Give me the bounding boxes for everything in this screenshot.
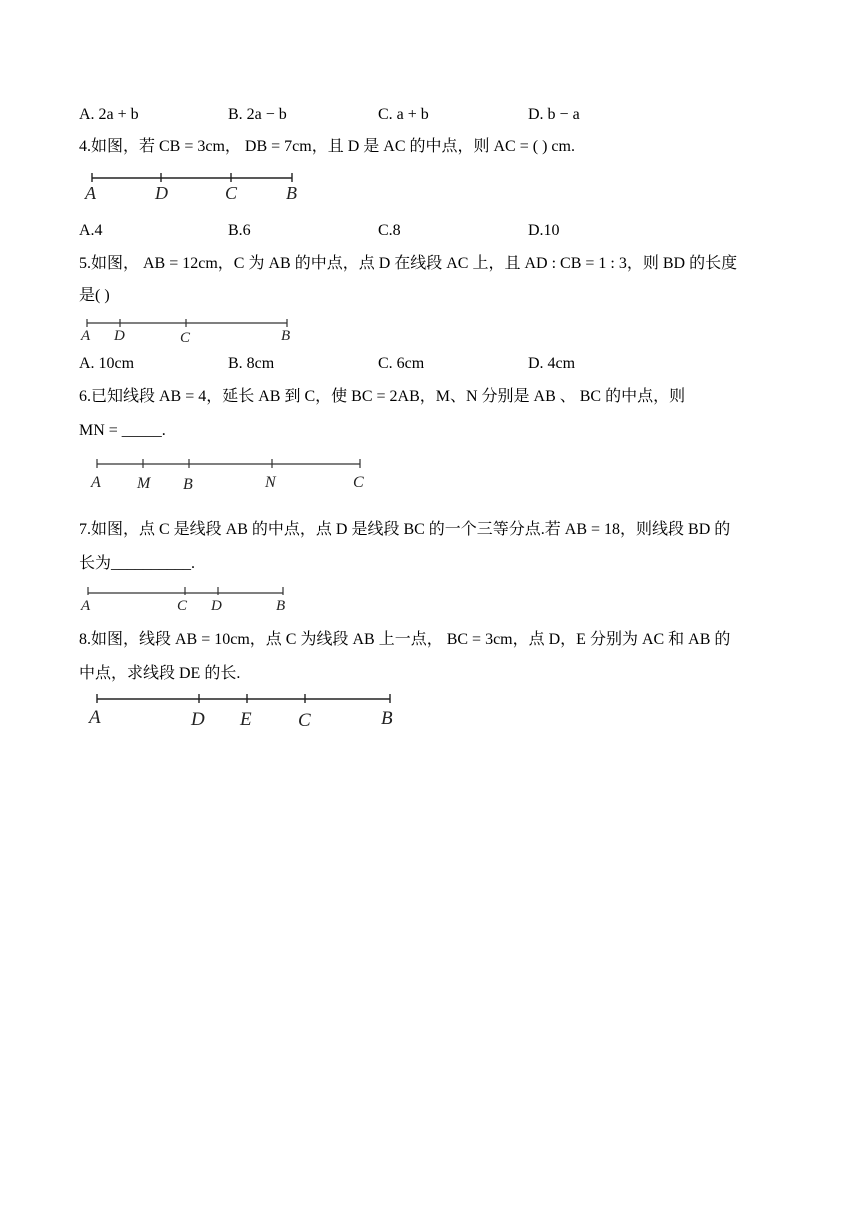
q3-option-a: A. 2a + b xyxy=(79,106,139,123)
q6-stem-line2: MN = _____. xyxy=(79,422,166,439)
q8-figure xyxy=(86,690,406,734)
q6-stem-line1: 6.已知线段 AB = 4，延长 AB 到 C，使 BC = 2AB，M、N 分别是 AB 、 BC 的中点，则 xyxy=(79,388,686,405)
q6-label-a: A xyxy=(91,474,101,491)
q5-option-b: B. 8cm xyxy=(228,355,275,372)
q6-label-n: N xyxy=(265,474,276,491)
q5-label-b: B xyxy=(281,328,291,344)
q6-label-b: B xyxy=(183,476,193,493)
q4-stem: 4.如图，若 CB = 3cm， DB = 7cm，且 D 是 AC 的中点，则 AC = ( ) cm. xyxy=(79,138,575,155)
q4-option-c: C.8 xyxy=(378,222,401,239)
q6-label-m: M xyxy=(137,475,151,492)
q5-stem-line2: 是( ) xyxy=(79,287,110,304)
q4-figure xyxy=(80,168,310,204)
q5-option-a: A. 10cm xyxy=(79,355,135,372)
q4-option-a: A.4 xyxy=(79,222,103,239)
q5-option-d: D. 4cm xyxy=(528,355,576,372)
q7-stem-line2: 长为__________. xyxy=(79,555,196,572)
q5-stem-line1: 5.如图， AB = 12cm，C 为 AB 的中点，点 D 在线段 AC 上，且 AD : CB = 1 : 3，则 BD 的长度 xyxy=(79,255,738,272)
q5-label-c: C xyxy=(180,330,191,346)
q3-options xyxy=(79,106,779,126)
q7-figure xyxy=(80,583,300,615)
q5-option-c: C. 6cm xyxy=(378,355,425,372)
q5-options xyxy=(79,355,779,375)
q3-option-b: B. 2a − b xyxy=(228,106,287,123)
q3-option-c: C. a + b xyxy=(378,106,429,123)
q4-options xyxy=(79,222,779,242)
q4-label-b: B xyxy=(286,183,297,203)
q7-label-a: A xyxy=(81,598,91,614)
q6-figure xyxy=(88,455,378,495)
q6-label-c: C xyxy=(353,474,364,491)
q3-option-d: D. b − a xyxy=(528,106,580,123)
q5-label-d: D xyxy=(114,328,125,344)
q4-label-d: D xyxy=(155,183,168,203)
q7-label-c: C xyxy=(177,598,188,614)
q8-label-b: B xyxy=(381,708,393,729)
q8-stem-line2: 中点，求线段 DE 的长. xyxy=(79,665,241,682)
q4-option-d: D.10 xyxy=(528,222,560,239)
q7-label-d: D xyxy=(211,598,222,614)
q8-label-e: E xyxy=(240,709,252,730)
q4-option-b: B.6 xyxy=(228,222,251,239)
q8-label-c: C xyxy=(298,710,311,731)
q4-label-a: A xyxy=(85,183,96,203)
q5-label-a: A xyxy=(81,328,91,344)
q8-label-a: A xyxy=(89,707,101,728)
q7-stem-line1: 7.如图，点 C 是线段 AB 的中点，点 D 是线段 BC 的一个三等分点.若 AB = 18，则线段 BD 的 xyxy=(79,521,731,538)
q7-label-b: B xyxy=(276,598,286,614)
q5-figure xyxy=(80,315,300,347)
q8-stem-line1: 8.如图，线段 AB = 10cm，点 C 为线段 AB 上一点， BC = 3cm，点 D，E 分别为 AC 和 AB 的 xyxy=(79,631,731,648)
q4-label-c: C xyxy=(225,183,238,203)
q8-label-d: D xyxy=(191,709,205,730)
